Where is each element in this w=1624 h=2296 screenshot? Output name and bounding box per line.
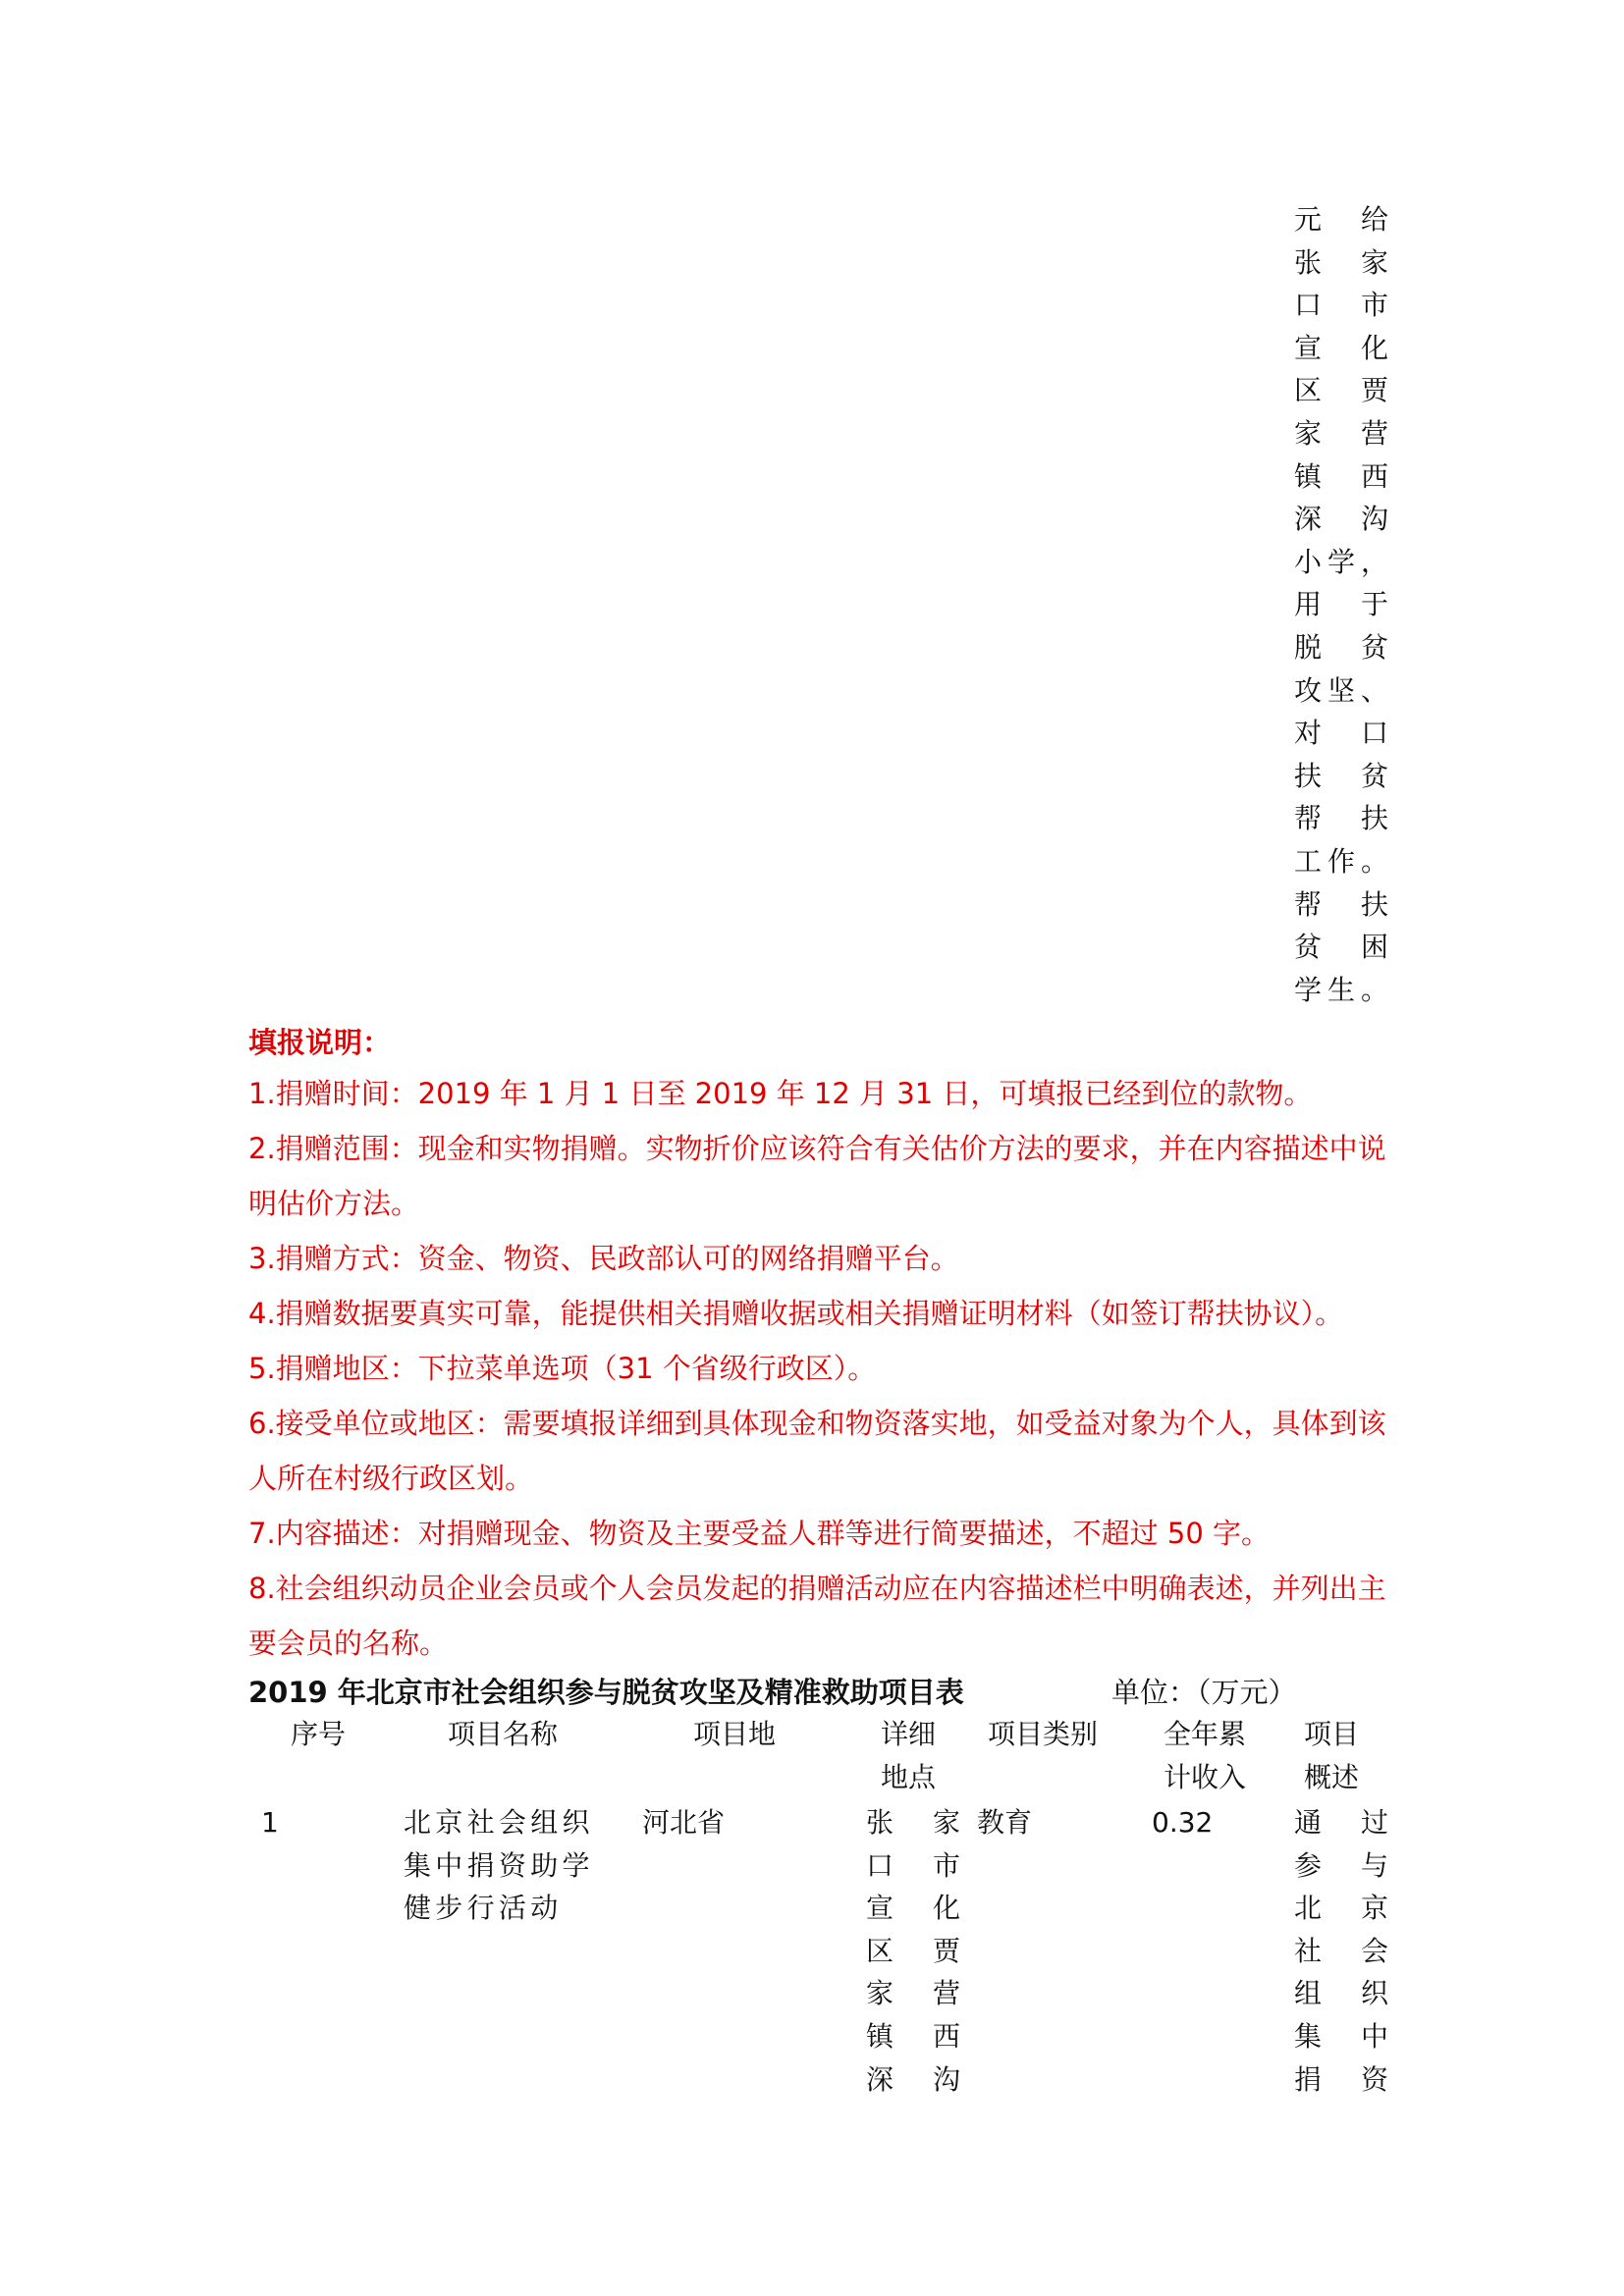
overview-line: 贫 困 bbox=[1294, 931, 1388, 964]
row-place: 河北省 bbox=[642, 1806, 726, 1839]
header-detail bbox=[864, 1713, 952, 1798]
row-category: 教育 bbox=[977, 1806, 1033, 1839]
overview-continuation-column bbox=[1294, 198, 1388, 1011]
overview-line: 扶 贫 bbox=[1294, 759, 1388, 792]
instructions-list bbox=[248, 1066, 1387, 1671]
row-detail-line: 深 沟 bbox=[866, 2062, 960, 2096]
header-overview-line: 概述 bbox=[1303, 1760, 1359, 1793]
row-overview-line: 社 会 bbox=[1294, 1934, 1388, 1967]
row-name-line: 集中捐资助学 bbox=[404, 1848, 594, 1882]
row-detail-line: 张 家 bbox=[866, 1806, 960, 1839]
instruction-item: 2.捐赠范围：现金和实物捐赠。实物折价应该符合有关估价方法的要求，并在内容描述中说明估价方法。 bbox=[248, 1132, 1386, 1220]
overview-line: 口 市 bbox=[1294, 289, 1388, 322]
table-title: 2019 年北京市社会组织参与脱贫攻坚及精准救助项目表 bbox=[248, 1676, 964, 1709]
header-place: 项目地 bbox=[693, 1718, 777, 1750]
header-detail-line: 地点 bbox=[880, 1760, 936, 1793]
header-overview bbox=[1286, 1713, 1377, 1798]
row-overview bbox=[1294, 1801, 1388, 2101]
row-overview-line: 捐 资 bbox=[1294, 2062, 1388, 2096]
header-income-line: 计收入 bbox=[1163, 1760, 1246, 1793]
overview-line: 帮 扶 bbox=[1294, 887, 1388, 921]
overview-line: 用 于 bbox=[1294, 588, 1388, 621]
row-overview-line: 通 过 bbox=[1294, 1806, 1388, 1839]
row-detail-line: 宣 化 bbox=[866, 1892, 960, 1925]
overview-line: 攻坚、 bbox=[1294, 673, 1388, 707]
row-detail-line: 镇 西 bbox=[866, 2019, 960, 2053]
row-overview-line: 参 与 bbox=[1294, 1848, 1388, 1882]
row-overview-line: 北 京 bbox=[1294, 1892, 1388, 1925]
header-name: 项目名称 bbox=[448, 1718, 559, 1750]
header-seq: 序号 bbox=[291, 1718, 347, 1750]
overview-line: 脱 贫 bbox=[1294, 630, 1388, 664]
instruction-item: 4.捐赠数据要真实可靠，能提供相关捐赠收据或相关捐赠证明材料（如签订帮扶协议）。 bbox=[248, 1297, 1344, 1330]
row-detail-line: 口 市 bbox=[866, 1848, 960, 1882]
row-detail bbox=[866, 1801, 960, 2101]
overview-line: 帮 扶 bbox=[1294, 802, 1388, 835]
table-unit: 单位：（万元） bbox=[1111, 1676, 1297, 1709]
overview-line: 深 沟 bbox=[1294, 503, 1388, 536]
overview-line: 学生。 bbox=[1294, 973, 1388, 1006]
overview-line: 区 贾 bbox=[1294, 374, 1388, 407]
row-seq: 1 bbox=[261, 1806, 279, 1839]
header-overview-line: 项目 bbox=[1303, 1718, 1359, 1750]
overview-line: 小学， bbox=[1294, 545, 1388, 578]
overview-line: 宣 化 bbox=[1294, 331, 1388, 364]
instruction-item: 7.内容描述：对捐赠现金、物资及主要受益人群等进行简要描述，不超过 50 字。 bbox=[248, 1517, 1271, 1550]
instructions-title: 填报说明： bbox=[248, 1026, 392, 1059]
overview-line: 元 给 bbox=[1294, 203, 1388, 236]
row-detail-line: 区 贾 bbox=[866, 1934, 960, 1967]
row-overview-line: 组 织 bbox=[1294, 1977, 1388, 2010]
row-name-line: 健步行活动 bbox=[404, 1892, 563, 1925]
row-name-line: 北京社会组织 bbox=[404, 1806, 594, 1839]
instruction-item: 1.捐赠时间：2019 年 1 月 1 日至 2019 年 12 月 31 日，可填报已经到位的款物。 bbox=[248, 1077, 1313, 1110]
row-overview-line: 集 中 bbox=[1294, 2019, 1388, 2053]
instruction-item: 5.捐赠地区：下拉菜单选项（31 个省级行政区）。 bbox=[248, 1352, 877, 1385]
overview-line: 对 口 bbox=[1294, 717, 1388, 750]
instruction-item: 8.社会组织动员企业会员或个人会员发起的捐赠活动应在内容描述栏中明确表述，并列出主要会员的名称。 bbox=[248, 1572, 1386, 1660]
row-income: 0.32 bbox=[1152, 1806, 1214, 1839]
header-income-line: 全年累 bbox=[1163, 1718, 1246, 1750]
row-name bbox=[404, 1801, 620, 1930]
header-income bbox=[1151, 1713, 1259, 1798]
instruction-item: 6.接受单位或地区：需要填报详细到具体现金和物资落实地，如受益对象为个人，具体到该人所在村级行政区划。 bbox=[248, 1407, 1386, 1495]
row-detail-line: 家 营 bbox=[866, 1977, 960, 2010]
header-detail-line: 详细 bbox=[880, 1718, 936, 1750]
overview-line: 家 营 bbox=[1294, 416, 1388, 450]
overview-line: 镇 西 bbox=[1294, 459, 1388, 493]
instruction-item: 3.捐赠方式：资金、物资、民政部认可的网络捐赠平台。 bbox=[248, 1242, 959, 1275]
header-category: 项目类别 bbox=[988, 1718, 1099, 1750]
overview-line: 张 家 bbox=[1294, 245, 1388, 279]
overview-line: 工作。 bbox=[1294, 844, 1388, 878]
